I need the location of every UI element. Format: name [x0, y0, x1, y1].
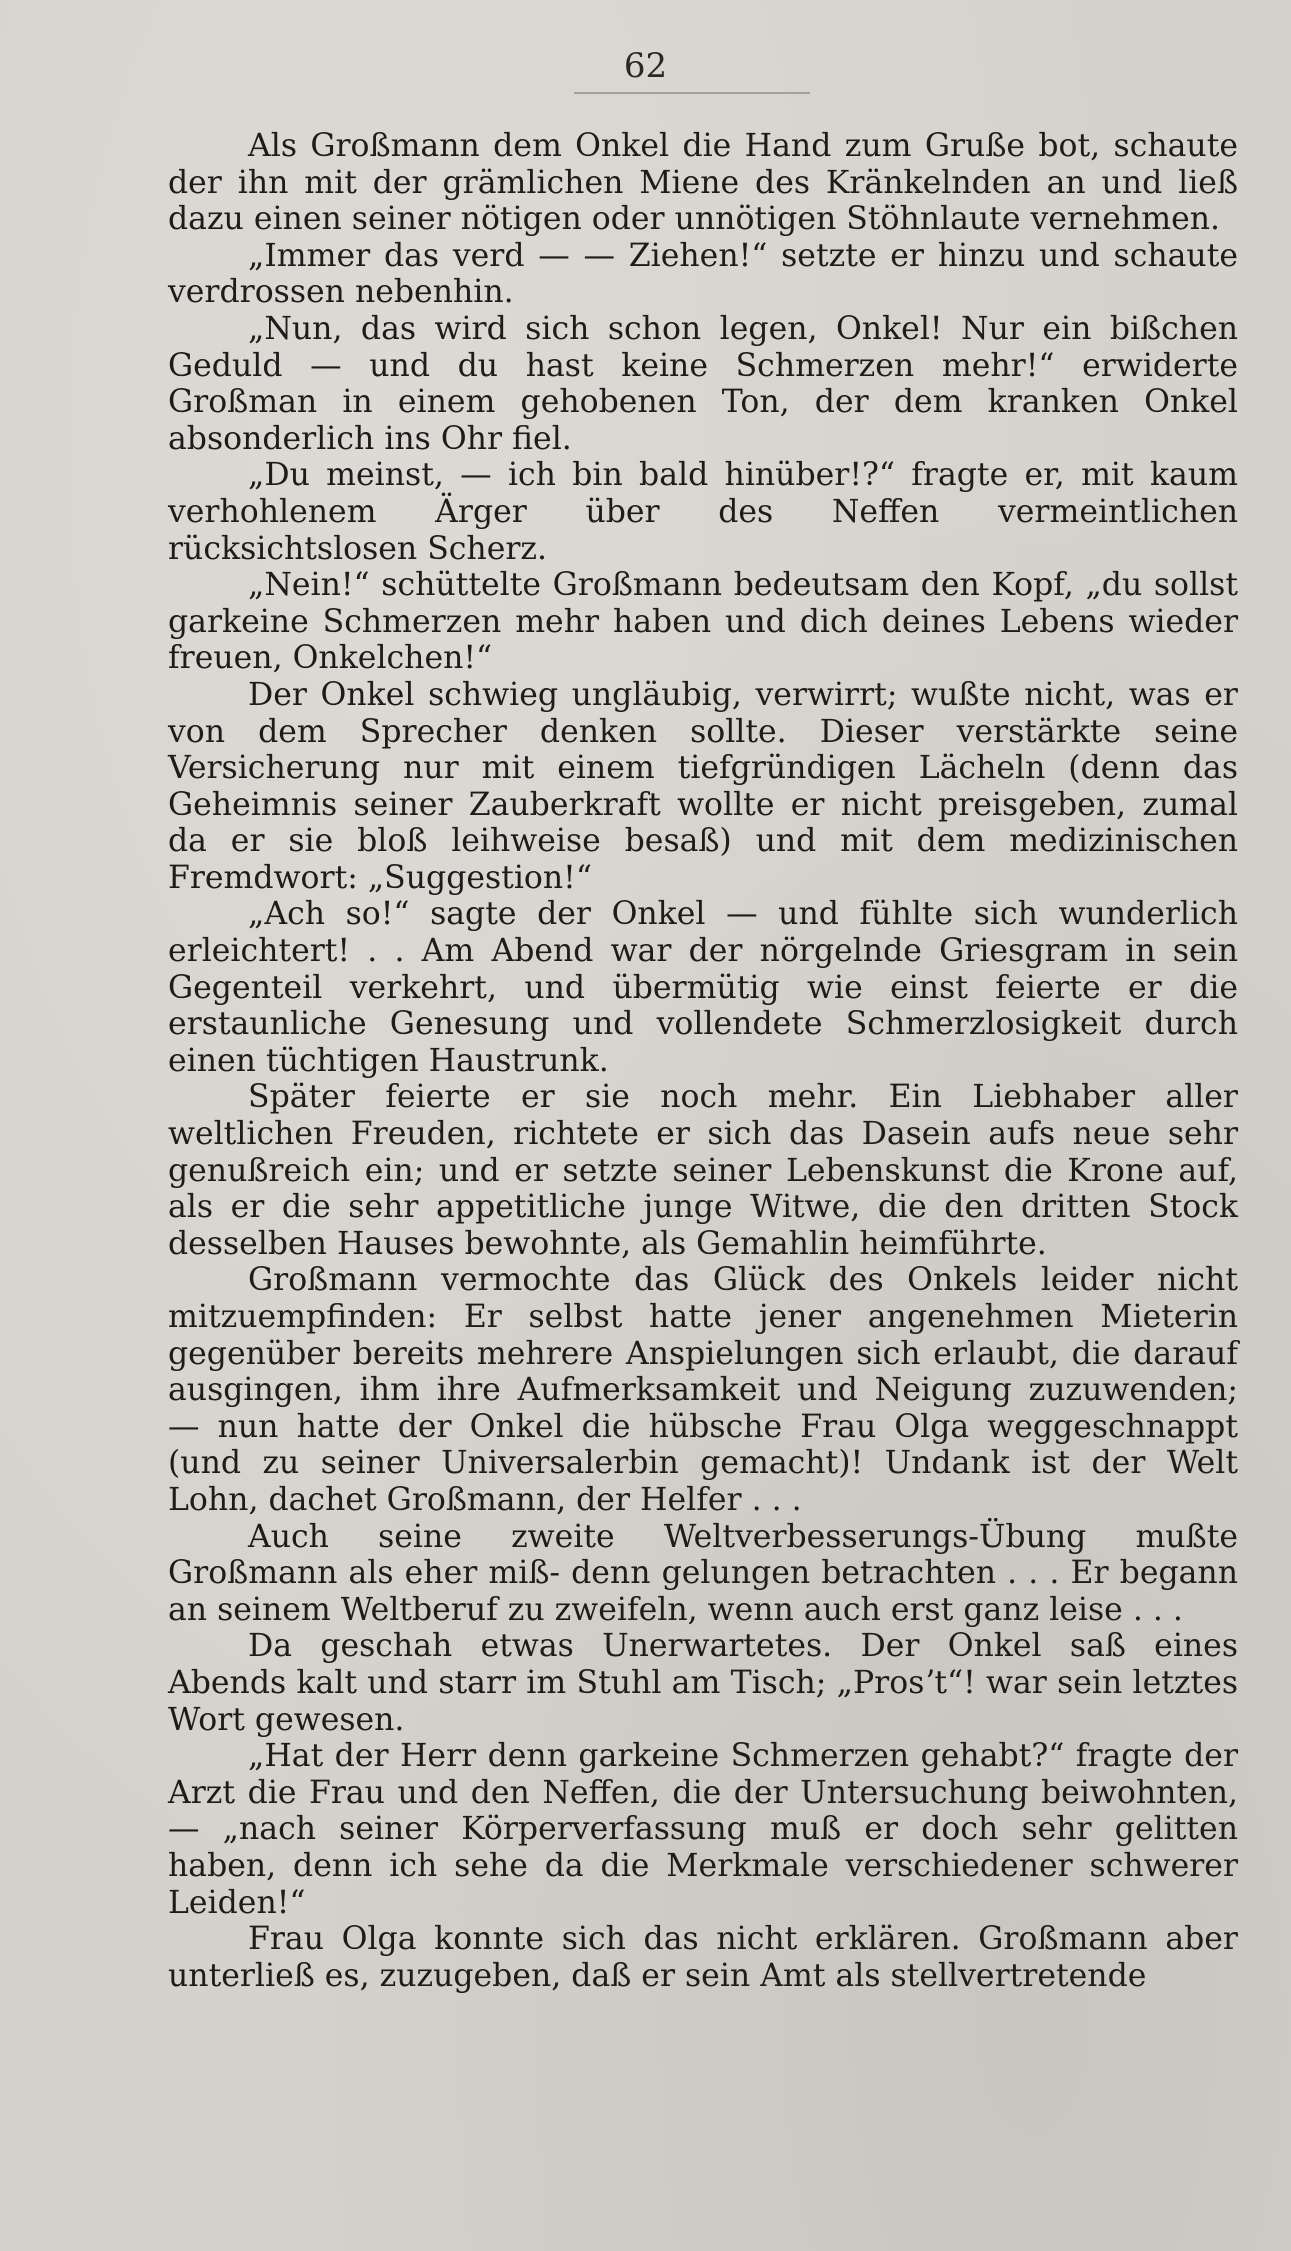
paragraph-10: Auch seine zweite Weltverbesserungs-Übung mußte Großmann als eher miß- denn gelungen betrachten . . . Er begann an seinem Weltberuf zu zweifeln, wenn auch erst ganz leise . . . — [168, 1518, 1238, 1628]
paragraph-5: „Nein!“ schüttelte Großmann bedeutsam den Kopf, „du sollst garkeine Schmerzen mehr haben und dich deines Lebens wieder freuen, Onkelchen!“ — [168, 567, 1238, 677]
paragraph-7: „Ach so!“ sagte der Onkel — und fühlte sich wunderlich erleichtert! . . Am Abend war der nörgelnde Griesgram in sein Gegenteil verkehrt, und übermütig wie einst feierte er die erstaunliche Genesung und vollendete Schmerzlosigkeit durch einen tüchtigen Haustrunk. — [168, 896, 1238, 1079]
paragraph-12: „Hat der Herr denn garkeine Schmerzen gehabt?“ fragte der Arzt die Frau und den Neffen, die der Untersuchung beiwohnten, — „nach seiner Körperverfassung muß er doch sehr gelitten haben, denn ich sehe da die Merkmale verschiedener schwerer Leiden!“ — [168, 1738, 1238, 1921]
paragraph-8: Später feierte er sie noch mehr. Ein Liebhaber aller weltlichen Freuden, richtete er sich das Dasein aufs neue sehr genußreich ein; und er setzte seiner Lebenskunst die Krone auf, als er die sehr appetitliche junge Witwe, die den dritten Stock desselben Hauses bewohnte, als Gemahlin heimführte. — [168, 1079, 1238, 1262]
body-text — [168, 128, 1238, 1994]
paragraph-13: Frau Olga konnte sich das nicht erklären. Großmann aber unterließ es, zuzugeben, daß er sein Amt als stellvertretende — [168, 1921, 1238, 1994]
paragraph-9: Großmann vermochte das Glück des Onkels leider nicht mitzuempfinden: Er selbst hatte jener angenehmen Mieterin gegenüber bereits mehrere Anspielungen sich erlaubt, die darauf ausgingen, ihm ihre Aufmerksamkeit und Neigung zuzuwenden; — nun hatte der Onkel die hübsche Frau Olga weggeschnappt (und zu seiner Universalerbin gemacht)! Undank ist der Welt Lohn, dachet Großmann, der Helfer . . . — [168, 1262, 1238, 1518]
paragraph-3: „Nun, das wird sich schon legen, Onkel! Nur ein bißchen Geduld — und du hast keine Schmerzen mehr!“ erwiderte Großman in einem gehobenen Ton, der dem kranken Onkel absonderlich ins Ohr fiel. — [168, 310, 1238, 457]
header-rule — [574, 92, 810, 94]
page-number: 62 — [623, 46, 668, 86]
paragraph-4: „Du meinst, — ich bin bald hinüber!?“ fragte er, mit kaum verhohlenem Ärger über des Neffen vermeintlichen rücksichtslosen Scherz. — [168, 457, 1238, 567]
paragraph-11: Da geschah etwas Unerwartetes. Der Onkel saß eines Abends kalt und starr im Stuhl am Tisch; „Prosʼt“! war sein letztes Wort gewesen. — [168, 1628, 1238, 1738]
paragraph-2: „Immer das verd — — Ziehen!“ setzte er hinzu und schaute verdrossen nebenhin. — [168, 237, 1238, 311]
paragraph-6: Der Onkel schwieg ungläubig, verwirrt; wußte nicht, was er von dem Sprecher denken sollte. Dieser verstärkte seine Versicherung nur mit einem tiefgründigen Lächeln (denn das Geheimnis seiner Zauberkraft wollte er nicht preisgeben, zumal da er sie bloß leihweise besaß) und mit dem medizinischen Fremdwort: „Suggestion!“ — [168, 676, 1238, 896]
paragraph-1: Als Großmann dem Onkel die Hand zum Gruße bot, schaute der ihn mit der grämlichen Miene des Kränkelnden an und ließ dazu einen seiner nötigen oder unnötigen Stöhnlaute vernehmen. — [168, 128, 1238, 238]
